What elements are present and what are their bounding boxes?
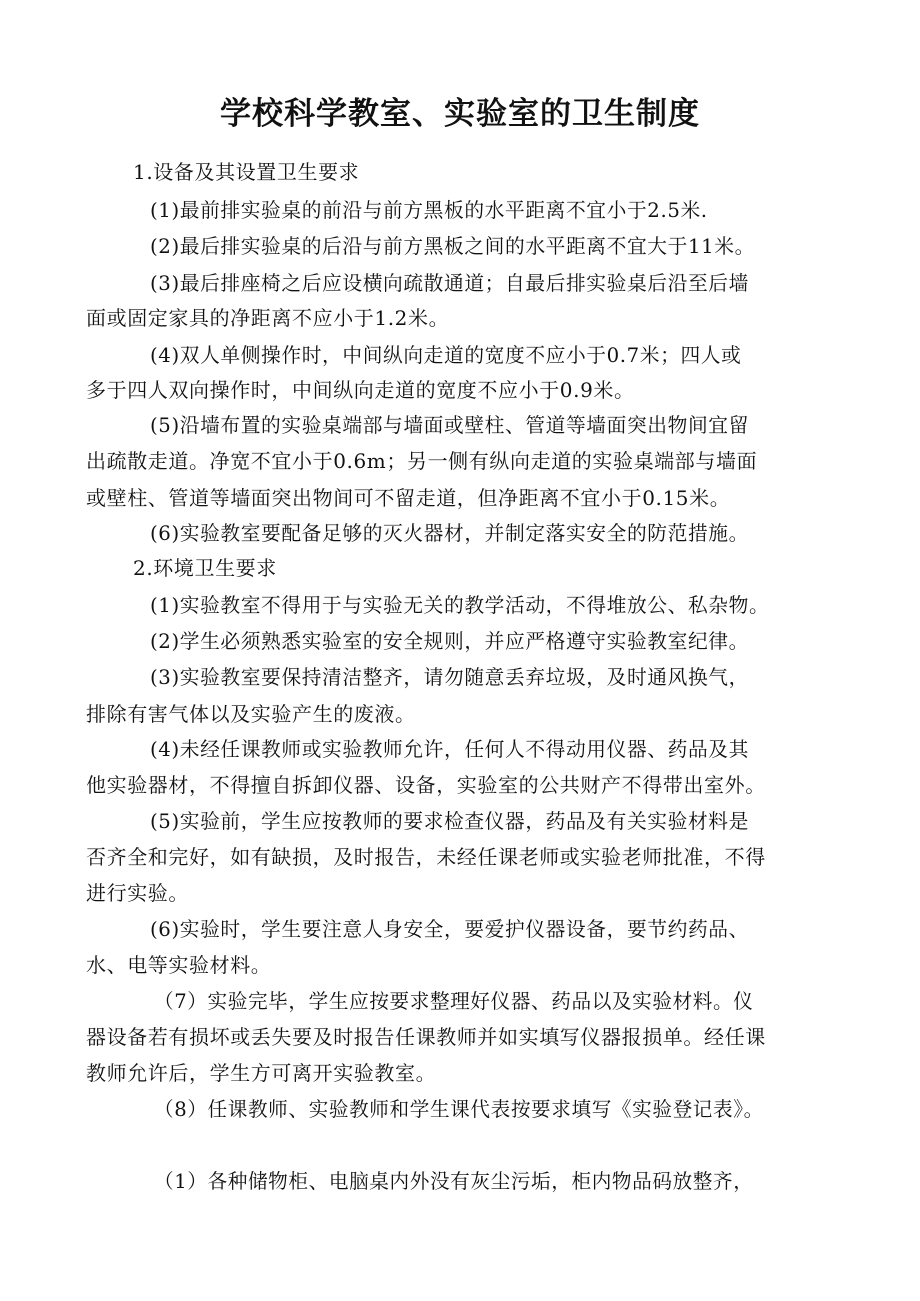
paragraph-line: 他实验器材，不得擅自拆卸仪器、设备，实验室的公共财产不得带出室外。 xyxy=(86,773,766,797)
paragraph-line: 或壁柱、管道等墙面突出物间可不留走道，但净距离不宜小于0.15米。 xyxy=(86,486,731,510)
paragraph-line: (5)实验前，学生应按教师的要求检查仪器，药品及有关实验材料是 xyxy=(150,809,749,833)
paragraph-line: (4)未经任课教师或实验教师允许，任何人不得动用仪器、药品及其 xyxy=(150,737,749,761)
paragraph-line: (2)最后排实验桌的后沿与前方黑板之间的水平距离不宜大于11米。 xyxy=(150,234,755,258)
paragraph-line: (5)沿墙布置的实验桌端部与墙面或壁柱、管道等墙面突出物间宜留 xyxy=(150,413,749,437)
paragraph-line: 教师允许后，学生方可离开实验教室。 xyxy=(86,1061,437,1085)
paragraph-line: （8）任课教师、实验教师和学生课代表按要求填写《实验登记表》。 xyxy=(154,1097,764,1121)
paragraph-line: 器设备若有损坏或丢失要及时报告任课教师并如实填写仪器报损单。经任课 xyxy=(86,1025,766,1049)
paragraph-line: (3)实验教室要保持清洁整齐，请勿随意丢弃垃圾，及时通风换气， xyxy=(150,665,749,689)
paragraph-line: (1)最前排实验桌的前沿与前方黑板的水平距离不宜小于2.5米. xyxy=(150,198,708,222)
paragraph-line: (2)学生必须熟悉实验室的安全规则，并应严格遵守实验教室纪律。 xyxy=(150,629,749,653)
paragraph-line: (6)实验时，学生要注意人身安全，要爱护仪器设备，要节约药品、 xyxy=(150,917,749,941)
paragraph-line: (3)最后排座椅之后应设横向疏散通道；自最后排实验桌后沿至后墙 xyxy=(150,271,749,295)
paragraph-line: 排除有害气体以及实验产生的废液。 xyxy=(86,702,416,726)
paragraph-line: (4)双人单侧操作时，中间纵向走道的宽度不应小于0.7米；四人或 xyxy=(150,343,742,367)
paragraph-line: 进行实验。 xyxy=(86,881,189,905)
paragraph-line: （7）实验完毕，学生应按要求整理好仪器、药品以及实验材料。仪 xyxy=(154,989,754,1013)
paragraph-line: 水、电等实验材料。 xyxy=(86,953,272,977)
paragraph-line: （1）各种储物柜、电脑桌内外没有灰尘污垢，柜内物品码放整齐， xyxy=(154,1169,754,1193)
paragraph-line: 多于四人双向操作时，中间纵向走道的宽度不应小于0.9米。 xyxy=(86,378,635,402)
paragraph-line: 否齐全和完好，如有缺损，及时报告，未经任课老师或实验老师批准，不得 xyxy=(86,845,766,869)
paragraph-line: 出疏散走道。净宽不宜小于0.6m；另一侧有纵向走道的实验桌端部与墙面 xyxy=(86,449,758,473)
section-heading-environment: 2.环境卫生要求 xyxy=(133,556,277,580)
paragraph-line: 面或固定家具的净距离不应小于1.2米。 xyxy=(86,306,450,330)
section-heading-equipment: 1.设备及其设置卫生要求 xyxy=(133,160,360,184)
paragraph-line: (1)实验教室不得用于与实验无关的教学活动，不得堆放公、私杂物。 xyxy=(150,593,770,617)
document-title: 学校科学教室、实验室的卫生制度 xyxy=(220,96,700,132)
paragraph-line: (6)实验教室要配备足够的灭火器材，并制定落实安全的防范措施。 xyxy=(150,521,749,545)
